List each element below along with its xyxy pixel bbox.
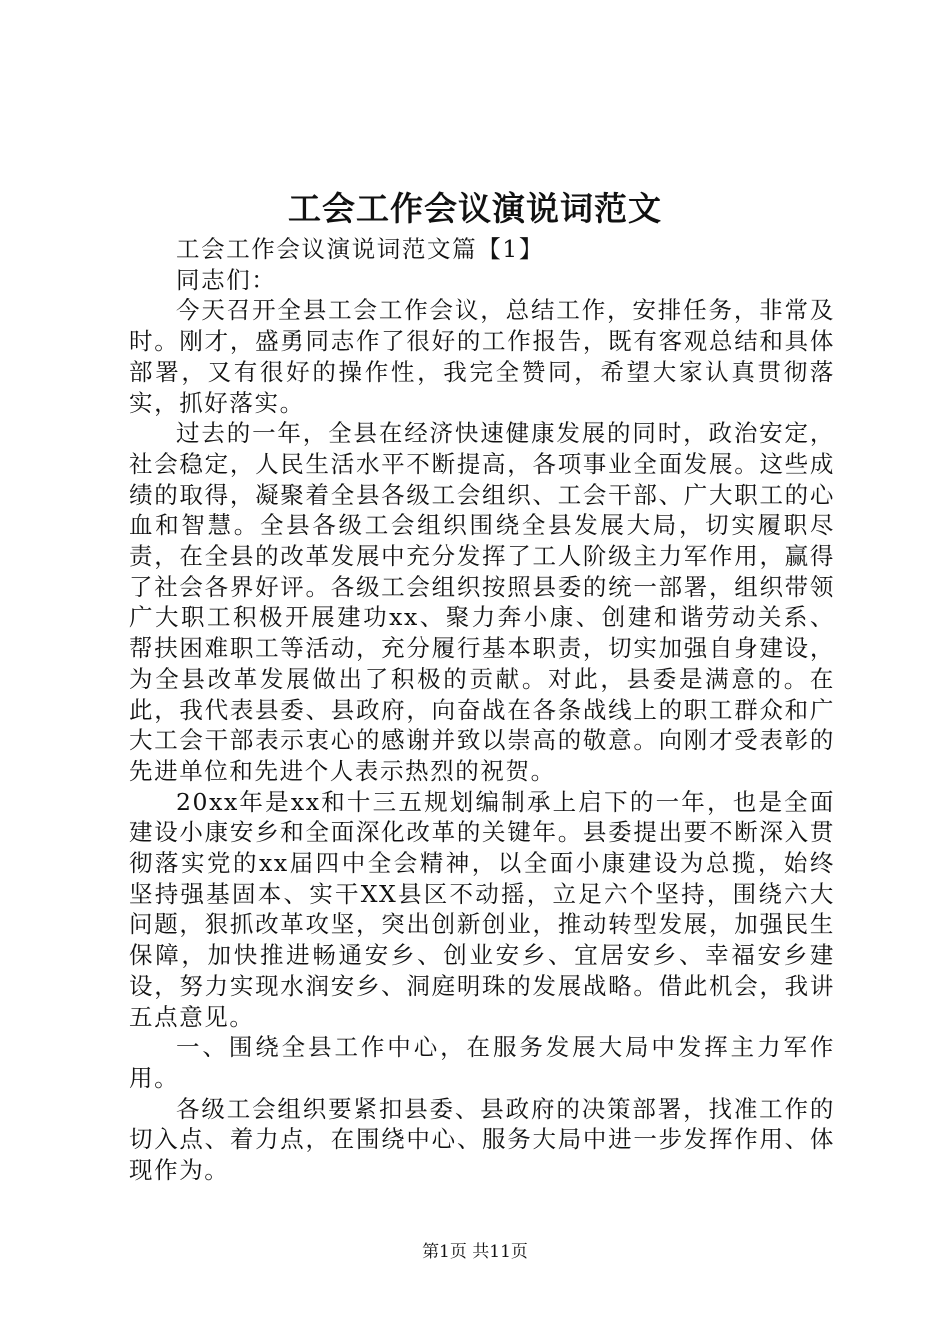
document-body (129, 234, 835, 1186)
point-heading: 一、围绕全县工作中心，在服务发展大局中发挥主力军作用。 (129, 1033, 835, 1092)
section-heading: 工会工作会议演说词范文篇【1】 (176, 235, 544, 263)
paragraph: 20xx年是xx和十三五规划编制承上启下的一年，也是全面建设小康安乡和全面深化改革的关键年。县委提出要不断深入贯彻落实党的xx届四中全会精神，以全面小康建设为总揽，始终坚持强基固本、实干XX县区不动摇，立足六个坚持，围绕六大问题，狠抓改革攻坚，突出创新创业，推动转型发展，加强民生保障，加快推进畅通安乡、创业安乡、宜居安乡、幸福安乡建设，努力实现水润安乡、洞庭明珠的发展战略。借此机会，我讲五点意见。 (129, 787, 835, 1031)
page-footer: 第1页 共11页 (422, 1242, 528, 1262)
salutation: 同志们： (176, 265, 277, 294)
paragraph: 今天召开全县工会工作会议，总结工作，安排任务，非常及时。刚才，盛勇同志作了很好的工作报告，既有客观总结和具体部署，又有很好的操作性，我完全赞同，希望大家认真贯彻落实，抓好落实。 (129, 296, 835, 417)
paragraph: 过去的一年，全县在经济快速健康发展的同时，政治安定，社会稳定，人民生活水平不断提高，各项事业全面发展。这些成绩的取得，凝聚着全县各级工会组织、工会干部、广大职工的心血和智慧。全县各级工会组织围绕全县发展大局，切实履职尽责，在全县的改革发展中充分发挥了工人阶级主力军作用，赢得了社会各界好评。各级工会组织按照县委的统一部署，组织带领广大职工积极开展建功xx、聚力奔小康、创建和谐劳动关系、帮扶困难职工等活动，充分履行基本职责，切实加强自身建设，为全县改革发展做出了积极的贡献。对此，县委是满意的。在此，我代表县委、县政府，向奋战在各条战线上的职工群众和广大工会干部表示衷心的感谢并致以崇高的敬意。向刚才受表彰的先进单位和先进个人表示热烈的祝贺。 (129, 419, 835, 785)
paragraph: 各级工会组织要紧扣县委、县政府的决策部署，找准工作的切入点、着力点，在围绕中心、服务大局中进一步发挥作用、体现作为。 (129, 1094, 835, 1185)
document-title: 工会工作会议演说词范文 (288, 189, 662, 228)
